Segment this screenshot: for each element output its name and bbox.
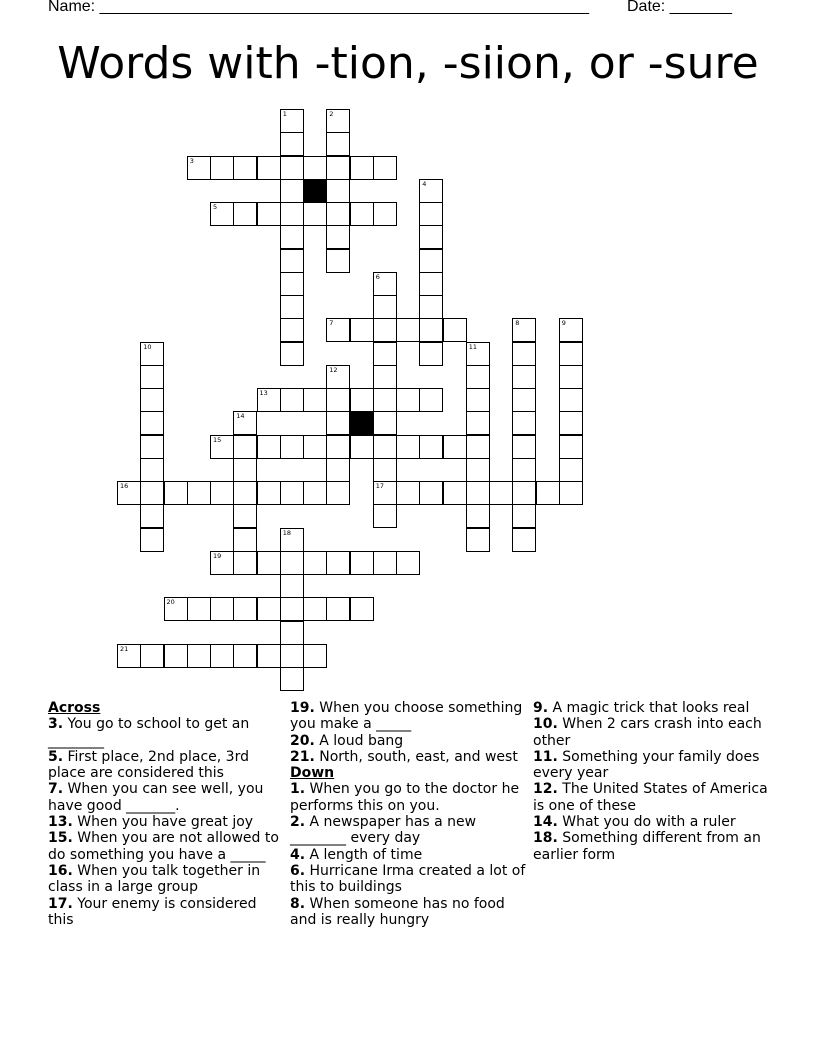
clue-item-number: 13.: [48, 814, 73, 831]
clue-item: [290, 847, 526, 863]
clue-number: 18: [282, 528, 292, 537]
grid-cell[interactable]: [512, 318, 536, 342]
clue-item-number: 10.: [533, 716, 558, 733]
grid-cell[interactable]: [303, 435, 327, 459]
grid-cell[interactable]: [140, 435, 164, 459]
grid-cell[interactable]: [512, 481, 536, 505]
grid-cell[interactable]: [326, 435, 350, 459]
clues-column-3: [533, 700, 769, 863]
grid-cell[interactable]: [257, 435, 281, 459]
clue-number: 17: [375, 482, 385, 490]
clue-number: 12: [329, 365, 338, 374]
clue-item: [533, 830, 769, 863]
grid-cell[interactable]: [280, 225, 304, 249]
clue-item-number: 19.: [290, 700, 315, 716]
grid-cell[interactable]: [280, 132, 304, 156]
grid-cell[interactable]: [233, 481, 257, 505]
grid-cell[interactable]: [373, 551, 397, 575]
grid-cell[interactable]: [187, 156, 211, 180]
clue-number: 16: [120, 482, 129, 490]
clue-number: 2: [329, 110, 334, 118]
grid-cell[interactable]: [233, 597, 257, 621]
grid-cell[interactable]: [512, 528, 536, 552]
clue-item-text: When you are not allowed to do something you have a _____: [48, 830, 279, 863]
grid-cell[interactable]: [210, 481, 234, 505]
grid-cell[interactable]: [466, 481, 490, 505]
grid-cell[interactable]: [559, 365, 583, 389]
clues-column-2: [290, 700, 526, 928]
grid-cell[interactable]: [396, 435, 420, 459]
grid-cell[interactable]: [210, 644, 234, 668]
clue-number: 15: [213, 435, 222, 444]
clue-item-text: A loud bang: [314, 732, 404, 749]
grid-cell[interactable]: [512, 458, 536, 482]
clue-item-text: When you go to the doctor he performs this on you.: [290, 781, 520, 814]
grid-cell[interactable]: [117, 644, 141, 668]
grid-cell[interactable]: [164, 481, 188, 505]
grid-cell[interactable]: [419, 179, 443, 203]
grid-black-square: [350, 411, 374, 435]
clue-item-number: 8.: [290, 895, 306, 912]
clue-item-number: 17.: [48, 895, 73, 912]
down-heading: Down: [290, 765, 335, 782]
clue-item: [48, 830, 284, 863]
grid-cell[interactable]: [373, 388, 397, 412]
grid-cell[interactable]: [140, 365, 164, 389]
clue-number: 8: [515, 319, 520, 328]
grid-cell[interactable]: [512, 411, 536, 435]
clue-item: [48, 814, 284, 830]
date-field[interactable]: Date: _______: [627, 0, 732, 15]
grid-cell[interactable]: [373, 481, 397, 505]
clue-item-text: Hurricane Irma created a lot of this to buildings: [290, 862, 526, 896]
clue-item-text: First place, 2nd place, 3rd place are considered this: [48, 748, 249, 782]
grid-cell[interactable]: [536, 481, 560, 505]
grid-cell[interactable]: [280, 481, 304, 505]
clue-item-number: 5.: [48, 748, 64, 765]
clue-number: 9: [561, 319, 566, 328]
grid-cell[interactable]: [419, 249, 443, 273]
clue-item: [533, 781, 769, 814]
grid-cell[interactable]: [373, 458, 397, 482]
grid-cell[interactable]: [396, 481, 420, 505]
grid-cell[interactable]: [373, 202, 397, 226]
clue-item-number: 21.: [290, 748, 315, 765]
grid-cell[interactable]: [326, 225, 350, 249]
clue-item: [290, 781, 526, 814]
grid-cell[interactable]: [303, 156, 327, 180]
clue-item-number: 20.: [290, 732, 315, 749]
clue-number: 7: [329, 319, 334, 328]
clue-item-number: 14.: [533, 814, 558, 831]
grid-cell[interactable]: [233, 504, 257, 528]
clue-number: 10: [143, 342, 152, 351]
clue-item: [290, 814, 526, 847]
grid-cell[interactable]: [350, 202, 374, 226]
grid-cell[interactable]: [280, 295, 304, 319]
grid-cell[interactable]: [280, 644, 304, 668]
grid-cell[interactable]: [280, 597, 304, 621]
grid-cell[interactable]: [280, 249, 304, 273]
grid-cell[interactable]: [233, 411, 257, 435]
grid-cell[interactable]: [373, 318, 397, 342]
clue-item-number: 15.: [48, 830, 73, 847]
clue-item: [533, 749, 769, 782]
grid-cell[interactable]: [466, 458, 490, 482]
grid-cell[interactable]: [373, 342, 397, 366]
clue-number: 4: [422, 179, 427, 188]
grid-cell[interactable]: [210, 202, 234, 226]
grid-cell[interactable]: [326, 132, 350, 156]
clue-item-text: When you talk together in class in a large group: [48, 862, 261, 896]
grid-cell[interactable]: [140, 458, 164, 482]
grid-cell[interactable]: [512, 504, 536, 528]
clue-item: [533, 700, 769, 716]
grid-cell[interactable]: [257, 156, 281, 180]
grid-cell[interactable]: [303, 551, 327, 575]
grid-cell[interactable]: [419, 388, 443, 412]
grid-cell[interactable]: [140, 411, 164, 435]
grid-cell[interactable]: [280, 318, 304, 342]
grid-cell[interactable]: [257, 551, 281, 575]
clue-item-text: When 2 cars crash into each other: [533, 716, 762, 749]
clue-item-number: 16.: [48, 862, 73, 879]
page-title: Words with -tion, -siion, or -sure: [57, 38, 759, 89]
grid-cell[interactable]: [140, 528, 164, 552]
grid-cell[interactable]: [559, 481, 583, 505]
clue-number: 1: [282, 110, 287, 118]
clue-item-number: 12.: [533, 781, 558, 798]
grid-cell[interactable]: [326, 202, 350, 226]
grid-cell[interactable]: [443, 481, 467, 505]
grid-cell[interactable]: [396, 388, 420, 412]
grid-cell[interactable]: [303, 597, 327, 621]
grid-cell[interactable]: [280, 272, 304, 296]
grid-cell[interactable]: [419, 481, 443, 505]
clue-number: 14: [236, 412, 245, 421]
grid-cell[interactable]: [326, 388, 350, 412]
clue-item-number: 2.: [290, 814, 306, 831]
clue-number: 13: [259, 389, 268, 397]
grid-cell[interactable]: [373, 156, 397, 180]
clue-item-text: What you do with a ruler: [557, 814, 736, 831]
clue-item: [290, 896, 526, 929]
grid-cell[interactable]: [326, 597, 350, 621]
grid-cell[interactable]: [210, 551, 234, 575]
grid-cell[interactable]: [559, 318, 583, 342]
grid-cell[interactable]: [280, 202, 304, 226]
clue-number: 3: [189, 156, 194, 165]
clue-item-text: When someone has no food and is really hungry: [290, 895, 505, 928]
name-field[interactable]: Name: _______________________________________________________: [48, 0, 589, 15]
grid-cell[interactable]: [326, 249, 350, 273]
clue-item: [48, 896, 284, 929]
grid-cell[interactable]: [233, 528, 257, 552]
grid-cell[interactable]: [443, 318, 467, 342]
clue-item-text: A newspaper has a new ________ every day: [290, 814, 477, 847]
grid-cell[interactable]: [419, 342, 443, 366]
grid-cell[interactable]: [280, 667, 304, 691]
clue-item: [533, 814, 769, 830]
clue-item-number: 11.: [533, 748, 558, 765]
clue-item-text: Your enemy is considered this: [48, 895, 257, 928]
grid-cell[interactable]: [466, 435, 490, 459]
grid-cell[interactable]: [233, 458, 257, 482]
grid-cell[interactable]: [466, 528, 490, 552]
grid-cell[interactable]: [373, 365, 397, 389]
grid-cell[interactable]: [466, 342, 490, 366]
grid-cell[interactable]: [303, 481, 327, 505]
grid-cell[interactable]: [350, 597, 374, 621]
grid-cell[interactable]: [303, 644, 327, 668]
grid-cell[interactable]: [466, 504, 490, 528]
grid-cell[interactable]: [117, 481, 141, 505]
grid-cell[interactable]: [443, 435, 467, 459]
grid-cell[interactable]: [512, 435, 536, 459]
grid-cell[interactable]: [350, 156, 374, 180]
grid-cell[interactable]: [210, 156, 234, 180]
grid-cell[interactable]: [280, 109, 304, 133]
clue-item-number: 7.: [48, 781, 64, 798]
grid-cell[interactable]: [164, 644, 188, 668]
grid-cell[interactable]: [187, 597, 211, 621]
grid-cell[interactable]: [140, 504, 164, 528]
clue-item: [290, 700, 526, 733]
grid-cell[interactable]: [512, 388, 536, 412]
grid-cell[interactable]: [396, 318, 420, 342]
grid-cell[interactable]: [303, 202, 327, 226]
grid-cell[interactable]: [559, 435, 583, 459]
grid-cell[interactable]: [396, 551, 420, 575]
grid-cell[interactable]: [326, 481, 350, 505]
clue-number: 20: [166, 598, 175, 607]
grid-cell[interactable]: [373, 411, 397, 435]
grid-cell[interactable]: [419, 318, 443, 342]
grid-cell[interactable]: [466, 411, 490, 435]
grid-cell[interactable]: [350, 318, 374, 342]
clue-number: 21: [120, 644, 129, 653]
grid-cell[interactable]: [280, 621, 304, 645]
grid-cell[interactable]: [187, 481, 211, 505]
clue-item-text: A length of time: [305, 846, 423, 863]
grid-cell[interactable]: [257, 481, 281, 505]
grid-cell[interactable]: [559, 458, 583, 482]
grid-cell[interactable]: [559, 342, 583, 366]
clue-item: [48, 716, 284, 749]
grid-cell[interactable]: [419, 202, 443, 226]
clue-item: [290, 863, 526, 896]
clue-item: [48, 863, 284, 896]
grid-cell[interactable]: [512, 342, 536, 366]
grid-cell[interactable]: [280, 388, 304, 412]
grid-cell[interactable]: [280, 574, 304, 598]
clue-item-text: The United States of America is one of these: [533, 781, 768, 814]
clue-item-text: You go to school to get an ________: [48, 716, 250, 749]
clue-item-text: North, south, east, and west: [314, 748, 518, 765]
grid-cell[interactable]: [419, 225, 443, 249]
clue-item: [48, 749, 284, 782]
clue-item-number: 9.: [533, 700, 549, 716]
grid-cell[interactable]: [257, 644, 281, 668]
grid-cell[interactable]: [326, 156, 350, 180]
grid-cell[interactable]: [210, 597, 234, 621]
grid-cell[interactable]: [326, 109, 350, 133]
grid-cell[interactable]: [419, 435, 443, 459]
clue-item-text: When you choose something you make a _____: [290, 700, 523, 733]
grid-cell[interactable]: [233, 551, 257, 575]
grid-cell[interactable]: [419, 272, 443, 296]
grid-cell[interactable]: [233, 644, 257, 668]
grid-cell[interactable]: [326, 411, 350, 435]
grid-cell[interactable]: [559, 411, 583, 435]
grid-cell[interactable]: [559, 388, 583, 412]
grid-cell[interactable]: [233, 202, 257, 226]
grid-cell[interactable]: [373, 272, 397, 296]
grid-cell[interactable]: [303, 388, 327, 412]
grid-cell[interactable]: [280, 551, 304, 575]
grid-cell[interactable]: [512, 365, 536, 389]
grid-cell[interactable]: [373, 504, 397, 528]
grid-cell[interactable]: [233, 156, 257, 180]
grid-cell[interactable]: [466, 388, 490, 412]
clue-item-number: 1.: [290, 781, 306, 798]
clues-column-1: [48, 700, 284, 928]
grid-cell[interactable]: [280, 435, 304, 459]
grid-cell[interactable]: [140, 342, 164, 366]
grid-cell[interactable]: [233, 435, 257, 459]
grid-cell[interactable]: [280, 528, 304, 552]
grid-cell[interactable]: [466, 365, 490, 389]
grid-cell[interactable]: [326, 179, 350, 203]
clue-number: 5: [213, 203, 218, 211]
clue-item-text: A magic trick that looks real: [548, 700, 750, 716]
clue-item: [533, 716, 769, 749]
clue-item-text: When you have great joy: [72, 814, 254, 831]
grid-cell[interactable]: [164, 597, 188, 621]
grid-cell[interactable]: [140, 644, 164, 668]
grid-cell[interactable]: [326, 551, 350, 575]
grid-cell[interactable]: [280, 179, 304, 203]
grid-cell[interactable]: [350, 388, 374, 412]
clue-item-number: 3.: [48, 716, 64, 733]
clue-item-text: Something your family does every year: [533, 748, 760, 782]
grid-cell[interactable]: [257, 388, 281, 412]
clue-number: 6: [375, 272, 380, 281]
clue-item: [290, 749, 526, 765]
grid-cell[interactable]: [140, 388, 164, 412]
grid-cell[interactable]: [280, 342, 304, 366]
across-heading: Across: [48, 700, 101, 716]
grid-cell[interactable]: [326, 365, 350, 389]
clue-item-number: 18.: [533, 830, 558, 847]
clue-number: 11: [468, 342, 478, 351]
grid-cell[interactable]: [373, 295, 397, 319]
clue-item-number: 4.: [290, 846, 306, 863]
grid-cell[interactable]: [489, 481, 513, 505]
clue-item-text: Something different from an earlier form: [533, 830, 761, 863]
grid-cell[interactable]: [280, 156, 304, 180]
clue-item: [290, 733, 526, 749]
clue-item: [48, 781, 284, 814]
grid-black-square: [303, 179, 327, 203]
grid-cell[interactable]: [257, 597, 281, 621]
clue-item-text: When you can see well, you have good _______.: [48, 781, 264, 814]
grid-cell[interactable]: [187, 644, 211, 668]
grid-cell[interactable]: [373, 435, 397, 459]
grid-cell[interactable]: [210, 435, 234, 459]
grid-cell[interactable]: [419, 295, 443, 319]
grid-cell[interactable]: [140, 481, 164, 505]
clue-item-number: 6.: [290, 862, 306, 879]
grid-cell[interactable]: [350, 435, 374, 459]
grid-cell[interactable]: [257, 202, 281, 226]
grid-cell[interactable]: [326, 318, 350, 342]
grid-cell[interactable]: [326, 458, 350, 482]
clue-number: 19: [213, 551, 222, 560]
grid-cell[interactable]: [350, 551, 374, 575]
